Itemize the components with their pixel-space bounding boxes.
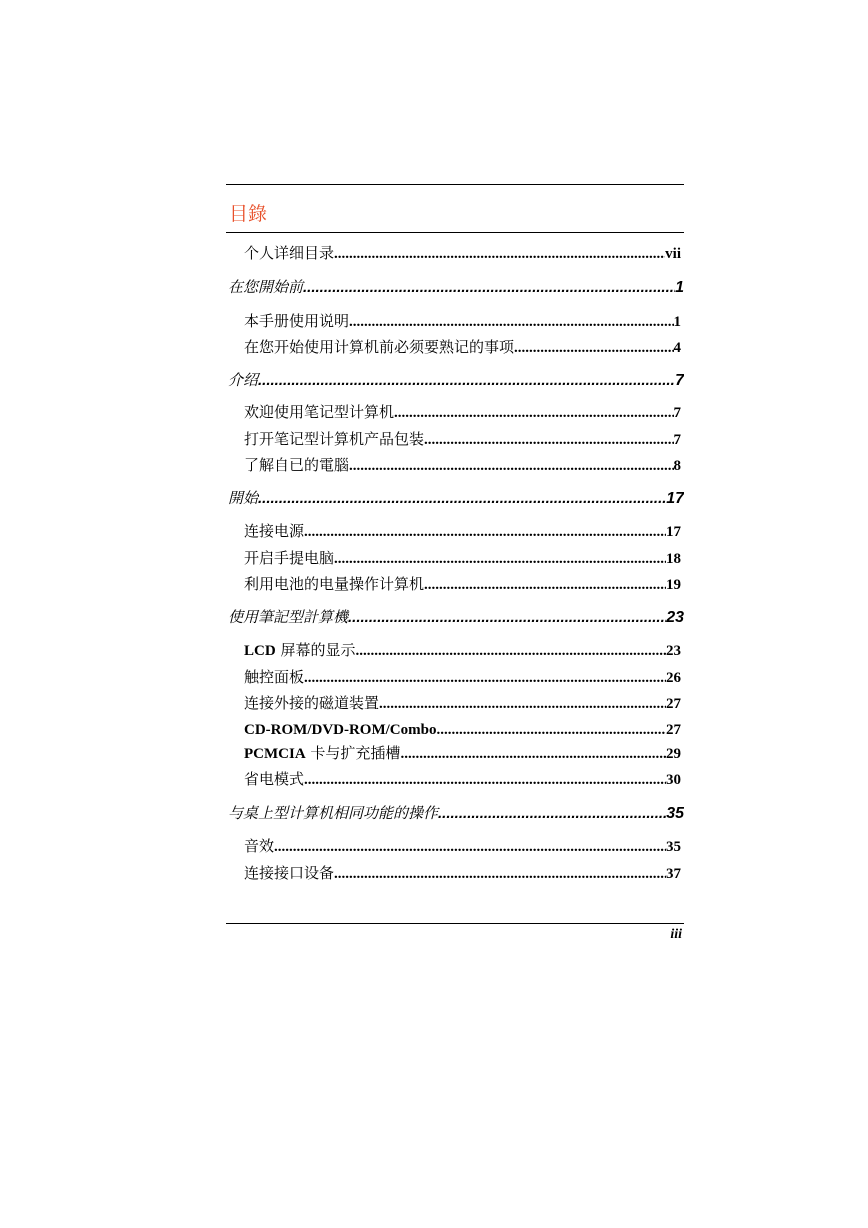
chapter-label: 開始 bbox=[228, 489, 259, 507]
entry-label: 连接接口设备 bbox=[244, 864, 335, 882]
entry-label-cjk: 卡与扩充插槽 bbox=[305, 744, 401, 762]
entry-label-cjk: 屏幕的显示 bbox=[275, 641, 356, 659]
entry-page: 29 bbox=[666, 746, 681, 762]
toc-entry-external-drive[interactable] bbox=[244, 692, 681, 715]
dot-leader bbox=[258, 370, 675, 392]
entry-label: 了解自已的電腦 bbox=[244, 456, 350, 474]
dot-leader bbox=[400, 743, 666, 765]
entry-label: 省电模式 bbox=[244, 770, 305, 788]
dot-leader bbox=[349, 311, 673, 333]
chapter-page: 1 bbox=[675, 279, 684, 296]
chapter-label: 在您開始前 bbox=[228, 278, 304, 296]
dot-leader bbox=[334, 863, 666, 885]
dot-leader bbox=[304, 667, 666, 689]
entry-page: vii bbox=[665, 246, 681, 262]
dot-leader bbox=[349, 455, 673, 477]
entry-page: 23 bbox=[666, 643, 681, 659]
entry-label: 欢迎使用笔记型计算机 bbox=[244, 403, 395, 421]
entry-page: 30 bbox=[666, 772, 681, 788]
entry-label: 利用电池的电量操作计算机 bbox=[244, 575, 425, 593]
toc-entry-peripherals[interactable] bbox=[244, 862, 681, 885]
toc-entry-welcome[interactable] bbox=[244, 401, 681, 424]
dot-leader bbox=[424, 574, 666, 596]
toc-entry-power-on[interactable] bbox=[244, 547, 681, 570]
dot-leader bbox=[258, 488, 666, 510]
dot-leader bbox=[303, 277, 675, 299]
title-rule bbox=[226, 232, 684, 233]
toc-entry-battery-operation[interactable] bbox=[244, 573, 681, 596]
entry-label bbox=[244, 718, 436, 741]
dot-leader bbox=[304, 521, 666, 543]
entry-label: 连接外接的磁道装置 bbox=[244, 694, 380, 712]
toc-entry-optical-drive[interactable] bbox=[244, 718, 681, 741]
entry-label: 打开笔记型计算机产品包装 bbox=[244, 430, 425, 448]
dot-leader bbox=[514, 337, 673, 359]
toc-chapter-desktop-features[interactable] bbox=[228, 802, 684, 825]
dot-leader bbox=[304, 769, 666, 791]
dot-leader bbox=[394, 402, 673, 424]
chapter-page: 17 bbox=[666, 490, 684, 507]
entry-page: 27 bbox=[666, 696, 681, 712]
entry-page: 35 bbox=[666, 839, 681, 855]
chapter-page: 35 bbox=[666, 805, 684, 822]
entry-label-latin: PCMCIA bbox=[244, 746, 306, 762]
entry-page: 27 bbox=[666, 722, 681, 738]
entry-page: 26 bbox=[666, 670, 681, 686]
toc-chapter-before-you-begin[interactable] bbox=[228, 276, 684, 299]
entry-label bbox=[244, 639, 355, 662]
toc-entry-connect-power[interactable] bbox=[244, 520, 681, 543]
entry-page: 17 bbox=[666, 524, 681, 540]
entry-page: 18 bbox=[666, 551, 681, 567]
entry-label: 音效 bbox=[244, 837, 275, 855]
toc-entry-lcd-display[interactable] bbox=[244, 639, 681, 662]
entry-page: 7 bbox=[673, 405, 681, 421]
entry-label bbox=[244, 742, 400, 765]
toc-title: 目錄 bbox=[229, 203, 268, 225]
entry-label: 在您开始使用计算机前必须要熟记的事项 bbox=[244, 338, 515, 356]
toc-entry-know-your-computer[interactable] bbox=[244, 454, 681, 477]
toc-entry-unpacking[interactable] bbox=[244, 428, 681, 451]
entry-label-latin: LCD bbox=[244, 643, 276, 659]
entry-page: 7 bbox=[673, 432, 681, 448]
toc-chapter-using-notebook[interactable] bbox=[228, 606, 684, 629]
dot-leader bbox=[424, 429, 673, 451]
toc-chapter-introduction[interactable] bbox=[228, 369, 684, 392]
bottom-rule bbox=[226, 923, 684, 924]
entry-label: 触控面板 bbox=[244, 668, 305, 686]
entry-page: 1 bbox=[673, 314, 681, 330]
entry-label: 本手册使用说明 bbox=[244, 312, 350, 330]
chapter-label: 介绍 bbox=[228, 371, 259, 389]
toc-entry-things-to-remember[interactable] bbox=[244, 336, 681, 359]
entry-label: 连接电源 bbox=[244, 522, 305, 540]
dot-leader bbox=[438, 803, 666, 825]
toc-entry-power-saving[interactable] bbox=[244, 768, 681, 791]
toc-entry-personal-directory[interactable] bbox=[244, 242, 681, 265]
toc-entry-pcmcia[interactable] bbox=[244, 742, 681, 765]
top-rule bbox=[226, 184, 684, 185]
entry-page: 8 bbox=[673, 458, 681, 474]
toc-entry-manual-usage[interactable] bbox=[244, 310, 681, 333]
chapter-label: 与桌上型计算机相同功能的操作 bbox=[228, 804, 439, 822]
dot-leader bbox=[274, 836, 666, 858]
dot-leader bbox=[436, 719, 666, 741]
chapter-page: 7 bbox=[675, 372, 684, 389]
entry-page: 19 bbox=[666, 577, 681, 593]
page-number: iii bbox=[670, 927, 682, 942]
entry-page: 37 bbox=[666, 866, 681, 882]
dot-leader bbox=[334, 243, 665, 265]
entry-label: 个人详细目录 bbox=[244, 244, 335, 262]
entry-page: 4 bbox=[673, 340, 681, 356]
chapter-page: 23 bbox=[666, 609, 684, 626]
chapter-label: 使用筆記型計算機 bbox=[228, 608, 349, 626]
entry-label-latin: CD-ROM/DVD-ROM/Combo bbox=[244, 722, 437, 738]
toc-entry-audio[interactable] bbox=[244, 835, 681, 858]
dot-leader bbox=[355, 640, 666, 662]
toc-entry-touchpad[interactable] bbox=[244, 666, 681, 689]
dot-leader bbox=[334, 548, 666, 570]
toc-chapter-getting-started[interactable] bbox=[228, 487, 684, 510]
entry-label: 开启手提电脑 bbox=[244, 549, 335, 567]
dot-leader bbox=[379, 693, 666, 715]
dot-leader bbox=[348, 607, 666, 629]
